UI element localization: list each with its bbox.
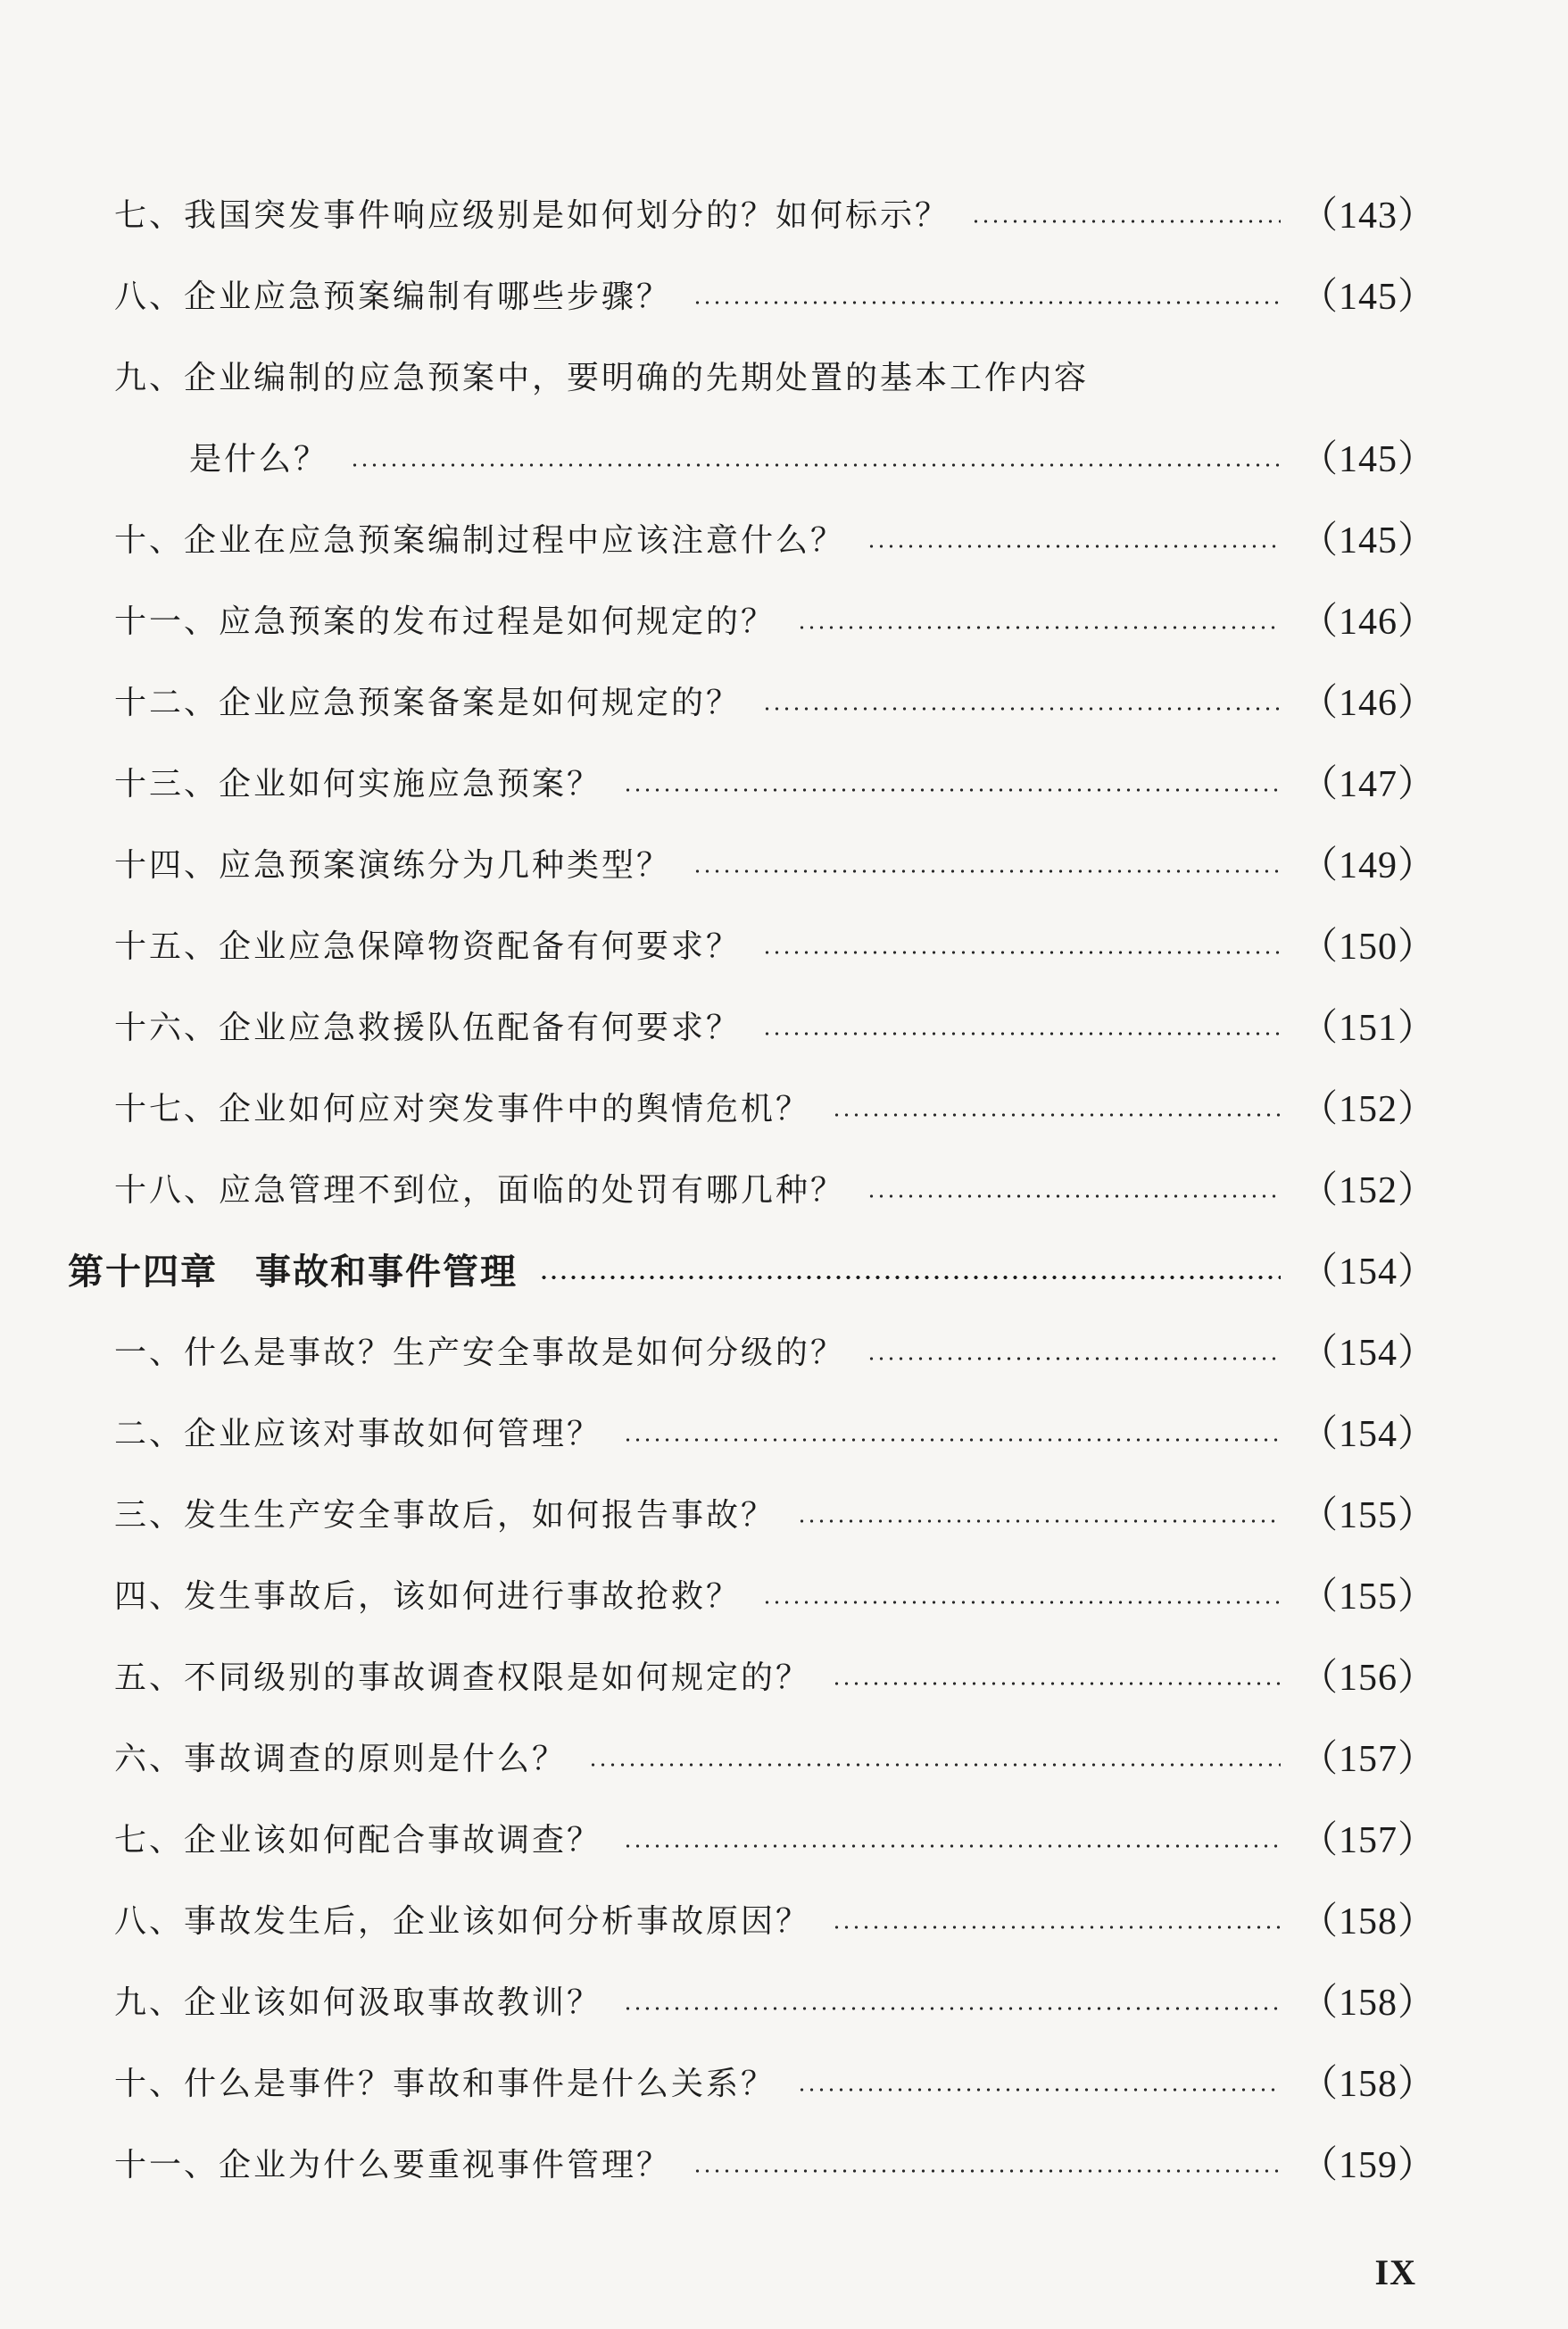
toc-page-number: （145） (1299, 277, 1436, 318)
toc-page-number: （151） (1299, 1008, 1436, 1049)
toc-entry (114, 581, 1436, 663)
toc-entry-title: 十、什么是事件？事故和事件是什么关系？ (114, 2066, 776, 2102)
toc-entry (114, 1312, 1436, 1394)
toc-entry-title: 十六、企业应急救援队伍配备有何要求？ (114, 1010, 742, 1046)
toc-page-number: （147） (1299, 764, 1436, 805)
toc-entry (114, 500, 1436, 582)
toc-page-number: （146） (1299, 602, 1436, 643)
toc-entry (114, 744, 1436, 826)
toc-entry (114, 1069, 1436, 1151)
toc-leader-dots (693, 869, 1281, 873)
toc-leader-dots (832, 1113, 1281, 1117)
toc-entry-title: 一、什么是事故？生产安全事故是如何分级的？ (114, 1335, 846, 1371)
toc-entry (114, 1800, 1436, 1882)
toc-leader-dots (623, 1844, 1281, 1848)
toc-leader-dots (867, 545, 1281, 548)
toc-leader-dots (797, 626, 1281, 629)
toc-entry-title: 十四、应急预案演练分为几种类型？ (114, 847, 672, 884)
toc-page-number: （155） (1299, 1576, 1436, 1618)
toc-entry-title: 七、我国突发事件响应级别是如何划分的？如何标示？ (114, 197, 950, 234)
toc-page-number: （143） (1299, 195, 1436, 237)
toc-entry-title: 九、企业该如何汲取事故教训？ (114, 1984, 602, 2021)
toc-leader-dots (867, 1194, 1281, 1198)
toc-entry (114, 1556, 1436, 1638)
toc-entry (114, 1393, 1436, 1476)
toc-entry (114, 1475, 1436, 1557)
toc-page-number: （154） (1299, 1252, 1436, 1293)
toc-entry (114, 906, 1436, 988)
toc-leader-dots (623, 788, 1281, 792)
toc-entry-title: 十三、企业如何实施应急预案？ (114, 766, 602, 803)
toc-entry-title: 十二、企业应急预案备案是如何规定的？ (114, 685, 742, 721)
toc-page-number: （149） (1299, 845, 1436, 886)
toc-page-number: （152） (1299, 1170, 1436, 1211)
toc-leader-dots (350, 463, 1281, 467)
chapter-title: 第十四章 事故和事件管理 (68, 1252, 518, 1293)
toc-page-number: （146） (1299, 683, 1436, 724)
toc-leader-dots (797, 1519, 1281, 1523)
toc-page-number: （152） (1299, 1089, 1436, 1130)
toc-leader-dots (797, 2088, 1281, 2092)
toc-entry (114, 1637, 1436, 1719)
toc-page-number: （159） (1299, 2145, 1436, 2186)
toc-leader-dots (832, 1682, 1281, 1685)
toc-entry (114, 1962, 1436, 2044)
toc-page-number: （157） (1299, 1820, 1436, 1861)
toc-entry-title: 十一、应急预案的发布过程是如何规定的？ (114, 603, 776, 640)
toc-leader-dots (971, 220, 1281, 223)
toc-page-number: （158） (1299, 1901, 1436, 1942)
toc-chapter-heading (68, 1231, 1436, 1313)
toc-entry-title: 八、事故发生后，企业该如何分析事故原因？ (114, 1903, 811, 1940)
toc-entry-first-line (114, 337, 1089, 420)
toc-page-number: （145） (1299, 439, 1436, 480)
toc-entry (114, 1718, 1436, 1801)
toc-page-number: （154） (1299, 1333, 1436, 1374)
toc-entry-title: 四、发生事故后，该如何进行事故抢救？ (114, 1578, 742, 1615)
toc-leader-dots (539, 1276, 1281, 1279)
toc-entry-title: 八、企业应急预案编制有哪些步骤？ (114, 279, 672, 315)
toc-entry-title: 是什么？ (189, 441, 329, 478)
toc-leader-dots (588, 1763, 1281, 1767)
toc-leader-dots (867, 1357, 1281, 1360)
toc-page-number: （157） (1299, 1739, 1436, 1780)
toc-entry (114, 662, 1436, 744)
toc-entry-title: 二、企业应该对事故如何管理？ (114, 1416, 602, 1452)
page-folio-number: IX (1374, 2252, 1416, 2292)
toc-entry-title: 十五、企业应急保障物资配备有何要求？ (114, 928, 742, 965)
toc-entry-title: 五、不同级别的事故调查权限是如何规定的？ (114, 1659, 811, 1696)
toc-page-number: （155） (1299, 1495, 1436, 1536)
toc-entry (114, 2125, 1436, 2207)
toc-entry-title: 十七、企业如何应对突发事件中的舆情危机？ (114, 1091, 811, 1127)
toc-page-number: （158） (1299, 1983, 1436, 2024)
toc-leader-dots (762, 1032, 1281, 1036)
toc-leader-dots (623, 1438, 1281, 1442)
toc-leader-dots (762, 951, 1281, 954)
toc-entry (114, 175, 1436, 257)
toc-leader-dots (832, 1926, 1281, 1929)
toc-page-number: （154） (1299, 1414, 1436, 1455)
toc-entry-title: 十八、应急管理不到位，面临的处罚有哪几种？ (114, 1172, 846, 1209)
toc-leader-dots (693, 301, 1281, 304)
toc-entry (114, 256, 1436, 338)
toc-leader-dots (623, 2007, 1281, 2010)
toc-leader-dots (693, 2169, 1281, 2173)
toc-entry-title: 十一、企业为什么要重视事件管理？ (114, 2147, 672, 2183)
toc-page-number: （158） (1299, 2064, 1436, 2105)
toc-leader-dots (762, 707, 1281, 711)
toc-entry (114, 1150, 1436, 1232)
toc-leader-dots (762, 1601, 1281, 1604)
toc-entry-title: 九、企业编制的应急预案中，要明确的先期处置的基本工作内容 (114, 360, 1090, 396)
toc-page-number: （145） (1299, 520, 1436, 561)
toc-entry-title: 六、事故调查的原则是什么？ (114, 1741, 568, 1777)
toc-page-number: （150） (1299, 927, 1436, 968)
toc-entry (114, 825, 1436, 907)
toc-entry (114, 1881, 1436, 1963)
toc-entry-continuation (189, 419, 1436, 501)
toc-entry-title: 十、企业在应急预案编制过程中应该注意什么？ (114, 522, 846, 559)
toc-entry-title: 七、企业该如何配合事故调查？ (114, 1822, 602, 1859)
toc-entry-title: 三、发生生产安全事故后，如何报告事故？ (114, 1497, 776, 1534)
toc-page-number: （156） (1299, 1658, 1436, 1699)
toc-entry (114, 987, 1436, 1069)
toc-entry (114, 2043, 1436, 2125)
